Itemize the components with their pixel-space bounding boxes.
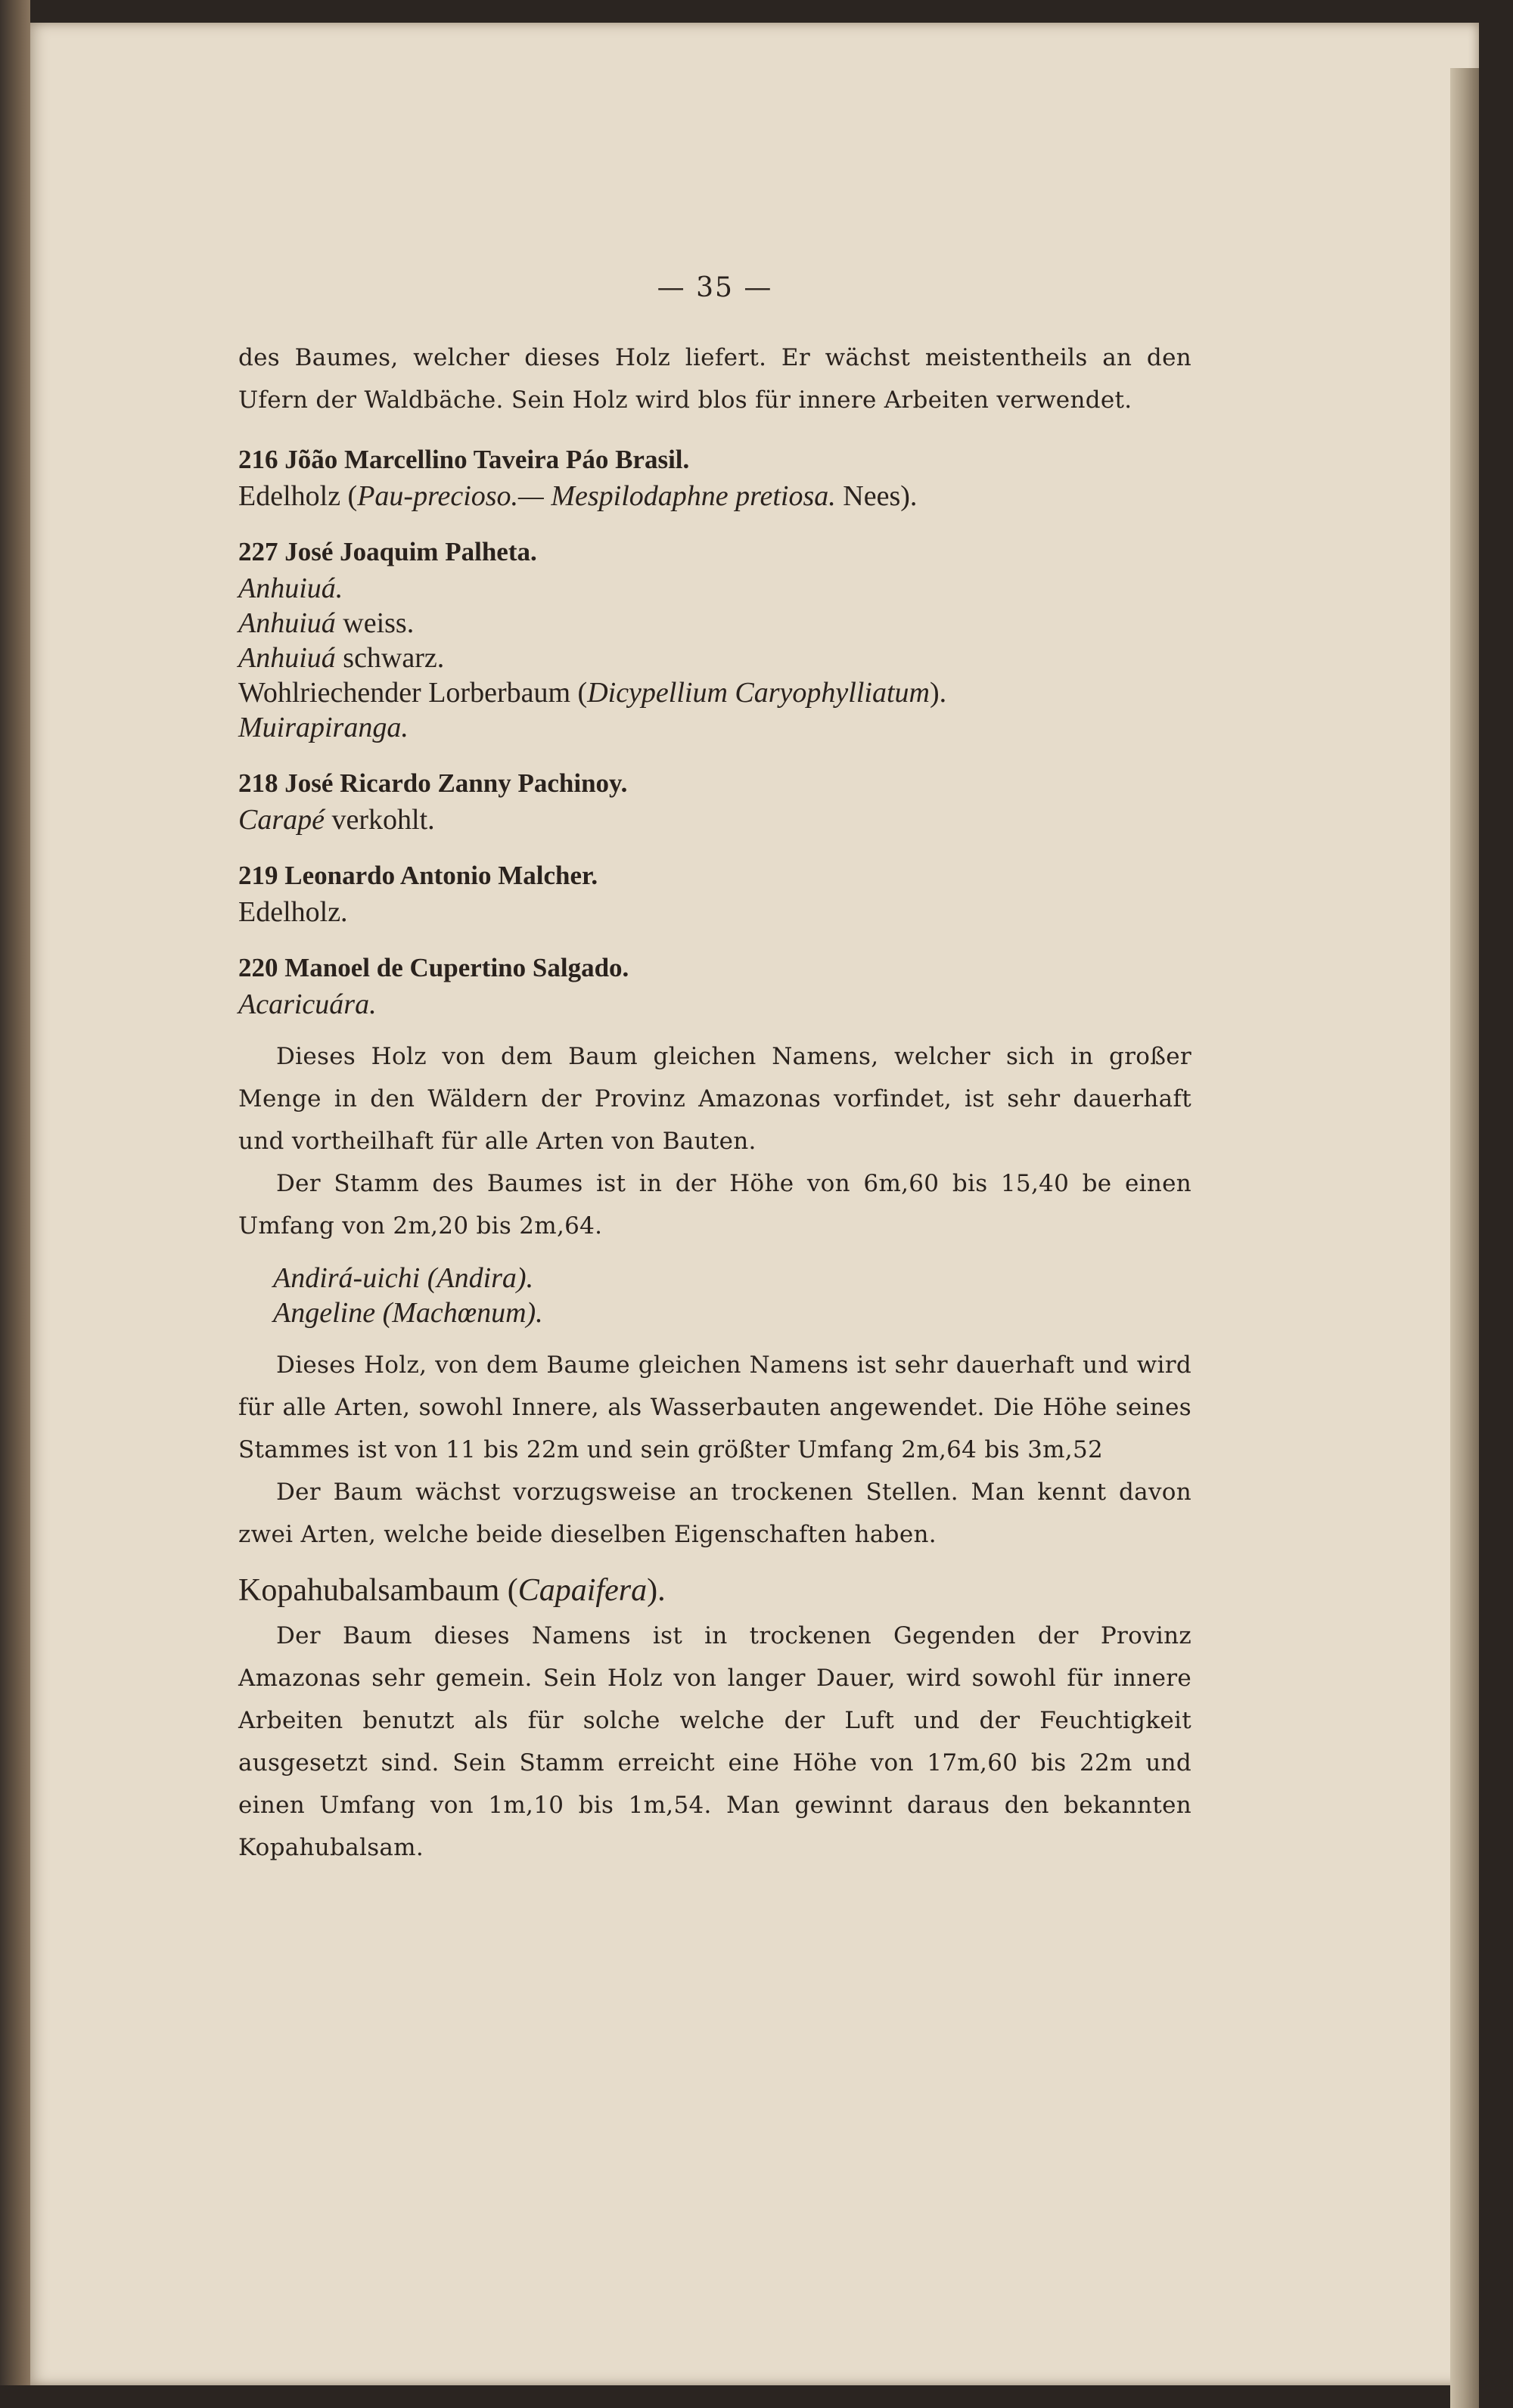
book-page [30, 23, 1479, 2385]
entry-218-item [238, 802, 1191, 837]
item-latin: Muirapiranga. [238, 712, 409, 743]
item-text: Wohlriechender Lorberbaum ( [238, 677, 588, 709]
acaricuara-paragraph-2: Der Stamm des Baumes ist in der Höhe von 6m,60 bis 15,40 be einen Umfang von 2m,20 bis 2m,64. [238, 1170, 1191, 1240]
item-tail: (Andira). [420, 1262, 534, 1294]
item-latin: Carapé [238, 804, 325, 836]
facing-page-edge [0, 0, 30, 2385]
item-latin: Dicypellium Caryophylliatum [587, 677, 930, 709]
item-tail: schwarz. [335, 642, 445, 674]
item-tail: weiss. [335, 607, 415, 639]
item-tail: (Machœnum). [375, 1297, 543, 1329]
entry-218-head: 218 José Ricardo Zanny Pachinoy. [238, 768, 628, 798]
item-latin: Anhuiuá [238, 607, 336, 639]
section-title-kopahubalsambaum [238, 1569, 1191, 1612]
item-text: Edelholz ( [238, 480, 358, 512]
entry-220-item [238, 987, 1191, 1022]
entry-227-item-5 [238, 710, 1191, 745]
entry-220-head: 220 Manoel de Cupertino Salgado. [238, 953, 629, 982]
intro-paragraph: des Baumes, welcher dieses Holz liefert. Er wächst meistentheils an den Ufern der Waldbäche. Sein Holz wird blos für innere Arbeiten verwendet. [238, 344, 1191, 414]
kopahu-paragraph: Der Baum dieses Namens ist in trockenen Gegenden der Provinz Amazonas sehr gemein. Sein Holz von langer Dauer, wird sowohl für innere Arbeiten benutzt als für solche welche der Luft und der Feuchtigkeit ausgesetzt sind. Sein Stamm erreicht eine Höhe von 17m,60 bis 22m und einen Umfang von 1m,10 bis 1m,54. Man gewinnt daraus den bekannten Kopahubalsam. [238, 1622, 1191, 1861]
acaricuara-paragraph-1: Dieses Holz von dem Baum gleichen Namens, welcher sich in großer Menge in den Wäldern der Provinz Amazonas vorfindet, ist sehr dauerhaft und vortheilhaft für alle Arten von Bauten. [238, 1043, 1191, 1155]
entry-227-item-2 [238, 606, 1191, 641]
page-number: — 35 — [657, 272, 773, 303]
andira-paragraph-1: Dieses Holz, von dem Baume gleichen Namens ist sehr dauerhaft und wird für alle Arten, sowohl Innere, als Wasserbauten angewendet. Die Höhe seines Stammes ist von 11 bis 22m und sein größter Umfang 2m,64 bis 3m,52 [238, 1351, 1191, 1463]
section-title-text: Kopahubalsambaum ( [238, 1573, 518, 1608]
item-text: Edelholz. [238, 896, 348, 928]
entry-219-head: 219 Leonardo Antonio Malcher. [238, 861, 598, 890]
page-stack-edge [1450, 68, 1479, 2408]
angeline-item [238, 1296, 1191, 1330]
item-tail: ). [929, 677, 947, 709]
entry-227-item-4 [238, 675, 1191, 710]
item-latin: Anhuiuá [238, 642, 336, 674]
section-title-tail: ). [647, 1573, 666, 1608]
andira-item [238, 1261, 1191, 1296]
section-title-latin: Capaifera [517, 1573, 648, 1608]
entry-216-head: 216 Jõão Marcellino Taveira Páo Brasil. [238, 445, 690, 474]
page-content [238, 272, 1191, 1869]
item-latin: Pau-precioso.— Mespilodaphne pretiosa. [357, 480, 836, 512]
entry-227-item-1 [238, 571, 1191, 606]
entry-227-head: 227 José Joaquim Palheta. [238, 537, 537, 566]
entry-216-item [238, 479, 1191, 514]
item-tail: verkohlt. [325, 804, 435, 836]
item-latin: Angeline [273, 1297, 376, 1329]
andira-paragraph-2: Der Baum wächst vorzugsweise an trockenen Stellen. Man kennt davon zwei Arten, welche beide dieselben Eigenschaften haben. [238, 1479, 1191, 1548]
item-tail: Nees). [835, 480, 918, 512]
item-latin: Anhuiuá. [238, 573, 343, 604]
entry-219-item [238, 895, 1191, 929]
entry-227-item-3 [238, 641, 1191, 675]
item-latin: Andirá-uichi [273, 1262, 421, 1294]
item-latin: Acaricuára. [238, 988, 377, 1020]
